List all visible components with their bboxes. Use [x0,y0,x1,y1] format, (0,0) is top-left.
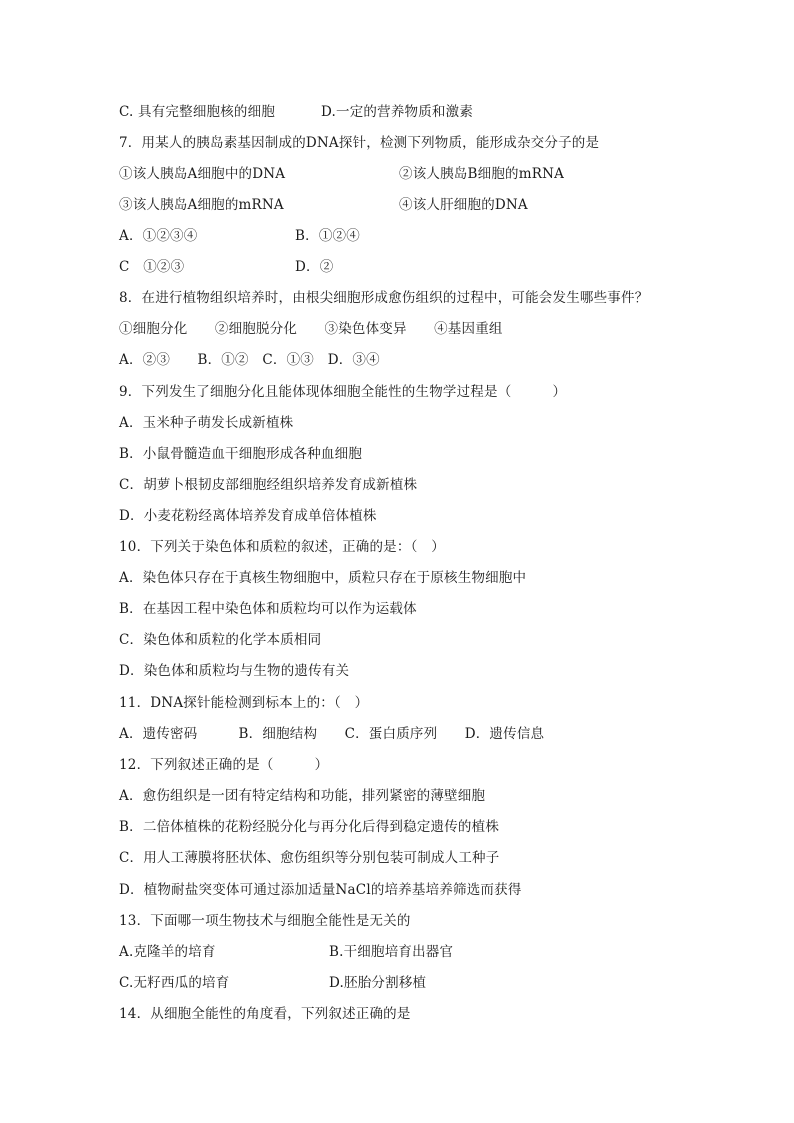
line-text-col2: D.一定的营养物质和激素 [321,104,474,120]
option-text: A．染色体只存在于真核生物细胞中，质粒只存在于原核生物细胞中 [119,570,527,586]
line-text: ③该人胰岛A细胞的mRNA [119,197,284,213]
option-line [119,257,334,277]
question-14-stem [119,1004,411,1024]
option-line [119,506,377,526]
option-text: A．遗传密码 B．细胞结构 C．蛋白质序列 D．遗传信息 [119,726,545,742]
option-text: A．①②③④ [119,228,198,244]
line-text: 8．在进行植物组织培养时，由根尖细胞形成愈伤组织的过程中，可能会发生哪些事件？ [119,290,649,306]
option-line [119,226,360,246]
option-line [119,350,380,370]
option-line [119,942,454,962]
line-text: 13．下面哪一项生物技术与细胞全能性是无关的 [119,913,411,929]
option-line [119,661,349,681]
option-text: D．植物耐盐突变体可通过添加适量NaCl的培养基培养筛选而获得 [119,882,522,898]
option-text: A.克隆羊的培育 [119,944,216,960]
option-text: D．小麦花粉经离体培养发育成单倍体植株 [119,508,377,524]
line-text: 14．从细胞全能性的角度看，下列叙述正确的是 [119,1006,411,1022]
line-text: ①该人胰岛A细胞中的DNA [119,166,286,182]
option-text-col2: B.干细胞培育出器官 [329,944,454,960]
option-line [119,848,499,868]
option-line [119,973,427,993]
option-line [119,475,417,495]
line-text-col2: ②该人胰岛B细胞的mRNA [399,166,565,182]
option-text: C ①②③ [119,259,185,275]
option-line [119,568,526,588]
option-text: A．愈伤组织是一团有特定结构和功能，排列紧密的薄壁细胞 [119,788,486,804]
text-line [119,319,503,339]
question-7-stem [119,133,599,153]
question-13-stem [119,911,411,931]
option-line [119,599,417,619]
line-text: 10．下列关于染色体和质粒的叙述，正确的是：（ ） [119,539,445,555]
line-text: C. 具有完整细胞核的细胞 [119,104,276,120]
option-text: B．二倍体植株的花粉经脱分化与再分化后得到稳定遗传的植株 [119,819,500,835]
option-text: C．胡萝卜根韧皮部细胞经组织培养发育成新植株 [119,477,418,493]
question-11-stem [119,693,368,713]
line-text: 9．下列发生了细胞分化且能体现体细胞全能性的生物学过程是（ ） [119,384,567,400]
option-text: A．玉米种子萌发长成新植株 [119,415,294,431]
question-10-stem [119,537,445,557]
option-text: C.无籽西瓜的培育 [119,975,230,991]
option-line [119,413,293,433]
line-text: 11．DNA探针能检测到标本上的：（ ） [119,695,369,711]
line-text: ①细胞分化 ②细胞脱分化 ③染色体变异 ④基因重组 [119,321,503,337]
option-text: D．染色体和质粒均与生物的遗传有关 [119,663,350,679]
option-text-col2: D．② [295,259,334,275]
text-line [119,164,565,184]
option-line [119,817,499,837]
option-text-col2: B．①②④ [295,228,360,244]
option-line [119,630,321,650]
text-line [119,102,474,122]
option-text: C．用人工薄膜将胚状体、愈伤组织等分别包装可制成人工种子 [119,850,500,866]
question-9-stem [119,382,566,402]
line-text-col2: ④该人肝细胞的DNA [399,197,528,213]
question-8-stem [119,288,648,308]
option-text: C．染色体和质粒的化学本质相同 [119,632,322,648]
line-text: 7．用某人的胰岛素基因制成的DNA探针，检测下列物质，能形成杂交分子的是 [119,135,600,151]
option-line [119,444,362,464]
line-text: 12．下列叙述正确的是（ ） [119,757,329,773]
option-line [119,786,485,806]
question-12-stem [119,755,328,775]
option-text: B．小鼠骨髓造血干细胞形成各种血细胞 [119,446,363,462]
option-text: A．②③ B．①② C．①③ D．③④ [119,352,380,368]
option-line [119,724,544,744]
option-text: B．在基因工程中染色体和质粒均可以作为运载体 [119,601,417,617]
option-line [119,880,522,900]
document-page [119,0,739,1123]
text-line [119,195,528,215]
option-text-col2: D.胚胎分割移植 [329,975,427,991]
